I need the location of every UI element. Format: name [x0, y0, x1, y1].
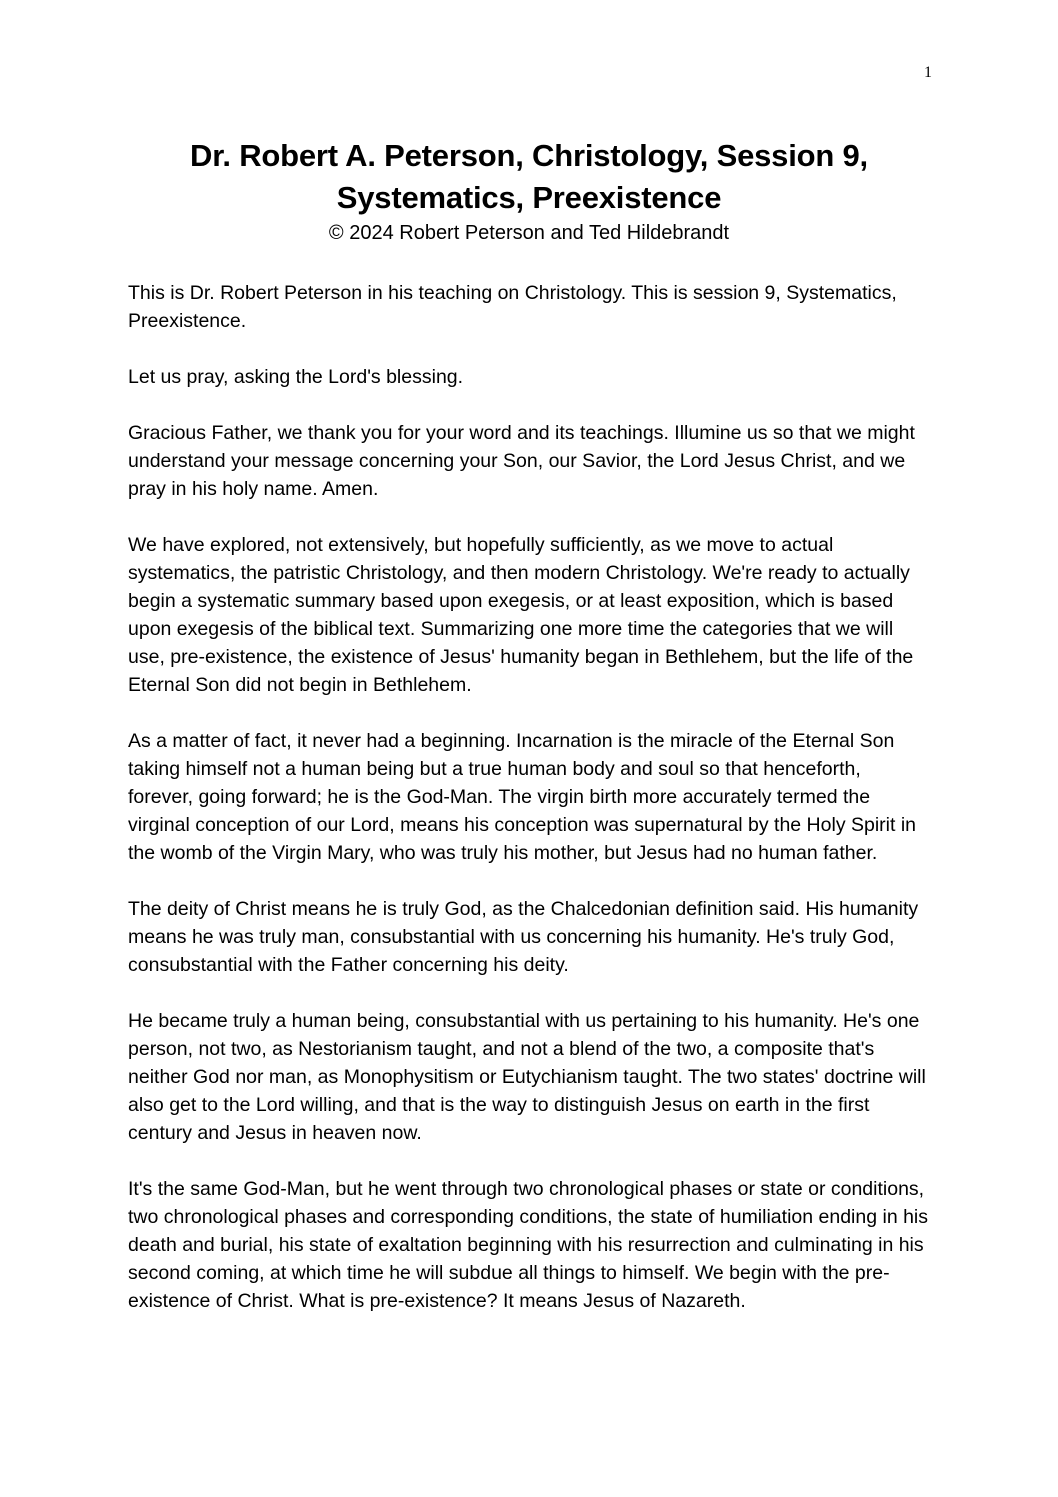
copyright-line: © 2024 Robert Peterson and Ted Hildebrandt	[328, 222, 730, 244]
paragraph-two-states: It's the same God-Man, but he went through two chronological phases or state or conditions, two chronological phases and corresponding conditions, the state of humiliation ending in his death and burial, his state of exaltation beginning with his resurrection and culminating in his second coming, at which time he will subdue all things to himself. We begin with the pre-existence of Christ. What is pre-existence? It means Jesus of Nazareth.	[128, 1178, 929, 1312]
paragraph-humanity: He became truly a human being, consubstantial with us pertaining to his humanity. He's one person, not two, as Nestorianism taught, and not a blend of the two, a composite that's neither God nor man, as Monophysitism or Eutychianism taught. The two states' doctrine will also get to the Lord willing, and that is the way to distinguish Jesus on earth in the first century and Jesus in heaven now.	[128, 1010, 926, 1144]
document-header	[128, 135, 930, 247]
page-number: 1	[924, 64, 932, 81]
paragraph-prayer-invitation: Let us pray, asking the Lord's blessing.	[128, 366, 464, 388]
paragraph-prayer: Gracious Father, we thank you for your word and its teachings. Illumine us so that we might understand your message concerning your Son, our Savior, the Lord Jesus Christ, and we pray in his holy name. Amen.	[128, 422, 915, 500]
paragraph-summary: We have explored, not extensively, but hopefully sufficiently, as we move to actual systematics, the patristic Christology, and then modern Christology. We're ready to actually begin a systematic summary based upon exegesis, or at least exposition, which is based upon exegesis of the biblical text. Summarizing one more time the categories that we will use, pre-existence, the existence of Jesus' humanity began in Bethlehem, but the life of the Eternal Son did not begin in Bethlehem.	[128, 534, 914, 696]
paragraph-incarnation: As a matter of fact, it never had a beginning. Incarnation is the miracle of the Eternal Son taking himself not a human being but a true human body and soul so that henceforth, forever, going forward; he is the God-Man. The virgin birth more accurately termed the virginal conception of our Lord, means his conception was supernatural by the Holy Spirit in the womb of the Virgin Mary, who was truly his mother, but Jesus had no human father.	[128, 730, 917, 864]
document-title: Dr. Robert A. Peterson, Christology, Session 9, Systematics, Preexistence	[190, 138, 868, 215]
document-body	[128, 279, 930, 1343]
paragraph-deity: The deity of Christ means he is truly God, as the Chalcedonian definition said. His humanity means he was truly man, consubstantial with us concerning his humanity. He's truly God, consubstantial with the Father concerning his deity.	[128, 898, 919, 976]
paragraph-intro: This is Dr. Robert Peterson in his teaching on Christology. This is session 9, Systematics, Preexistence.	[128, 282, 897, 332]
